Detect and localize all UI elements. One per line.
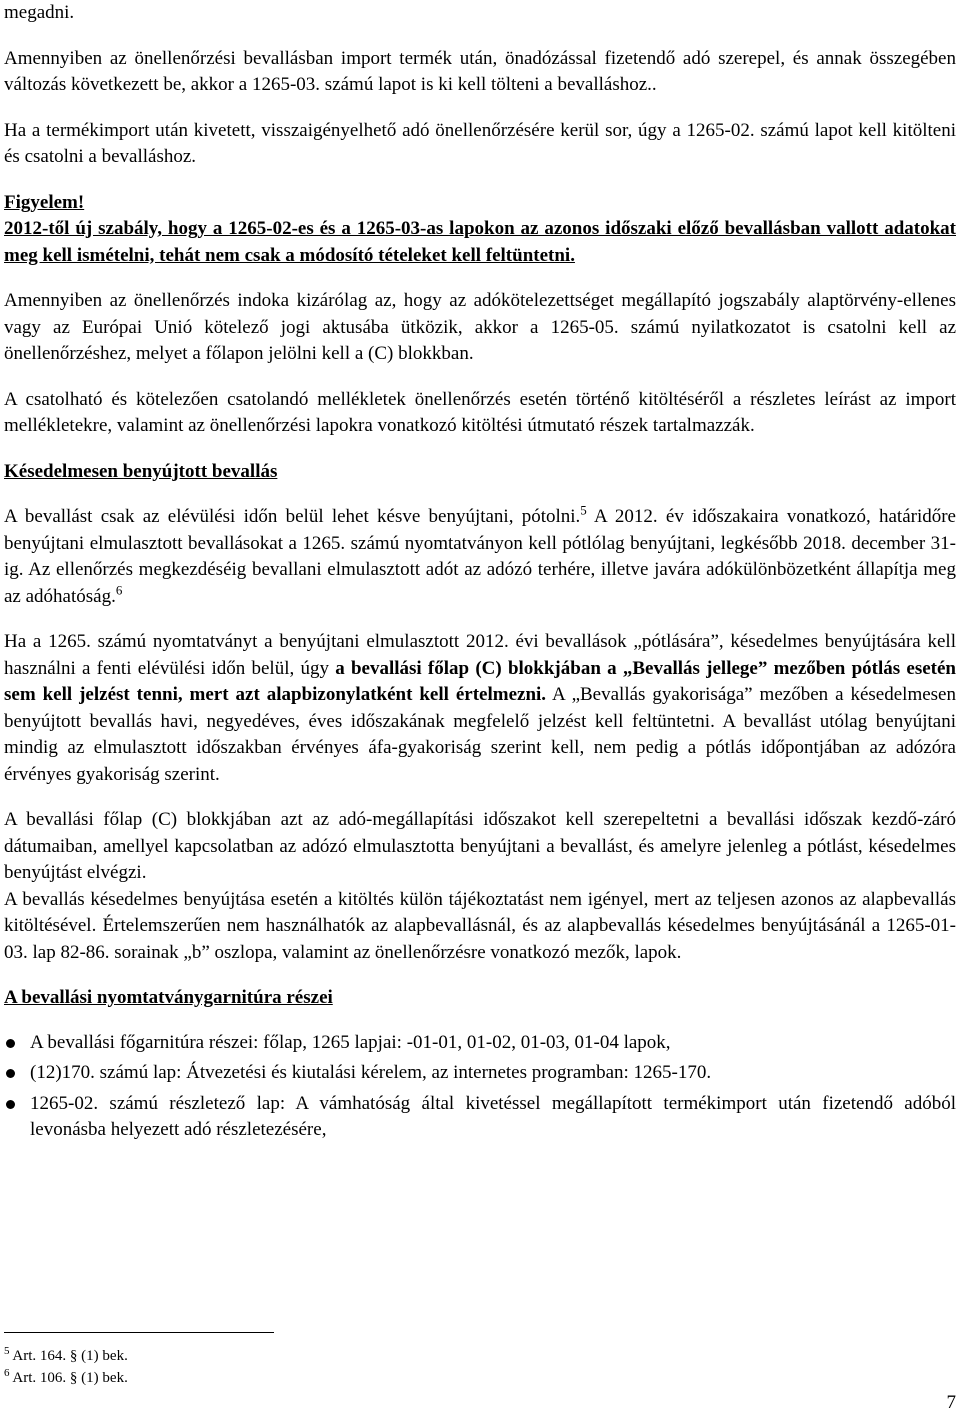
paragraph <box>4 504 956 610</box>
footnote <box>4 1367 128 1389</box>
footnote <box>4 1345 128 1367</box>
warning-text: 2012-től új szabály, hogy a 1265-02-es és a 1265-03-as lapokon az azonos időszaki előző bevallásban vallott adatokat meg kell ismételni, tehát nem csak a módosító tételeket kell feltüntetni. <box>4 218 956 266</box>
footnote-ref[interactable]: 6 <box>115 582 123 598</box>
list-item <box>4 1060 956 1087</box>
paragraph-text: Ha a 1265. számú nyomtatványt a benyújtani elmulasztott 2012. évi bevallások „pótlására”, késedelmes benyújtására kell használni a fenti elévülési időn belül, úgy <box>4 631 956 679</box>
section-heading-text: A bevallási nyomtatványgarnitúra részei <box>4 987 333 1008</box>
warning-title: Figyelem! <box>4 191 85 213</box>
section-heading <box>4 985 956 1012</box>
list-item <box>4 1091 956 1144</box>
page-number: 7 <box>946 1392 956 1413</box>
bullet-icon <box>6 1039 15 1048</box>
paragraph: A bevallási főlap (C) blokkjában azt az adó-megállapítási időszakot kell szerepeltetni a bevallási időszak kezdő-záró dátumaiban, amellyel kapcsolatban az adózó elmulasztotta benyújtani a bevallást, és amelyre jelenleg a pótlást, késedelmes benyújtást elvégzi. <box>4 809 956 883</box>
paragraph <box>4 629 956 788</box>
list-item-text: A bevallási főgarnitúra részei: főlap, 1265 lapjai: -01-01, 01-02, 01-03, 01-04 lapok, <box>30 1031 671 1053</box>
footnotes <box>4 1345 128 1389</box>
footnote-text: Art. 164. § (1) bek. <box>9 1348 128 1364</box>
footnote-divider <box>4 1332 274 1333</box>
bold-text: a bevallási főlap (C) blokkjában a „Bevallás jellege” mezőben pótlás esetén sem kell jelzést tenni, mert azt alapbizonylatként kell értelmezni. <box>4 657 956 705</box>
paragraph: Ha a termékimport után kivetett, visszaigényelhető adó önellenőrzésére kerül sor, úgy a 1265-02. számú lapot kell kitölteni és csatolni a bevalláshoz. <box>4 119 956 167</box>
footnote-text: Art. 106. § (1) bek. <box>9 1370 128 1386</box>
list-item-text: (12)170. számú lap: Átvezetési és kiutalási kérelem, az internetes programban: 1265-170. <box>30 1062 712 1083</box>
bullet-icon <box>6 1069 15 1078</box>
list-item <box>4 1030 956 1057</box>
paragraph: Amennyiben az önellenőrzés indoka kizárólag az, hogy az adókötelezettséget megállapító jogszabály alaptörvény-ellenes vagy az Európai Unió kötelező jogi aktusába ütközik, akkor a 1265-05. számú nyilatkozatot is csatolni kell az önellenőrzéshez, melyet a főlapon jelölni kell a (C) blokkban. <box>4 290 956 364</box>
section-heading <box>4 459 956 486</box>
footnote-number: 5 <box>4 1345 10 1357</box>
paragraph: Amennyiben az önellenőrzési bevallásban import termék után, önadózással fizetendő adó szerepel, és annak összegében változás következett be, akkor a 1265-03. számú lapot is ki kell tölteni a bevalláshoz.. <box>4 47 956 95</box>
paragraph-text: A 2012. év időszakaira vonatkozó, határidőre benyújtani elmulasztott bevallásokat a 1265. számú nyomtatványon kell pótlólag benyújtani, legkésőbb 2018. december 31-ig. Az ellenőrzés megkezdéséig bevallani elmulasztott adót az adózó terhére, illetve javára adókülönbözetként állapítja meg az adóhatóság. <box>4 506 956 607</box>
paragraph: megadni. <box>4 2 75 23</box>
paragraph-text: A bevallást csak az elévülési időn belül lehet késve benyújtani, pótolni. <box>4 506 581 527</box>
paragraph: A csatolható és kötelezően csatolandó mellékletek önellenőrzés esetén történő kitöltéséről a részletes leírást az import mellékletekre, valamint az önellenőrzési lapokra vonatkozó kitöltési útmutató részek tartalmazzák. <box>4 388 956 436</box>
footnote-ref[interactable]: 5 <box>580 502 587 518</box>
list-item-text: 1265-02. számú részletező lap: A vámhatóság által kivetéssel megállapított termékimport után fizetendő adóból levonásba helyezett adó részletezésére, <box>30 1092 956 1140</box>
footnote-number: 6 <box>4 1367 10 1379</box>
document-page <box>4 0 956 1148</box>
warning-block <box>4 190 956 270</box>
bullet-icon <box>6 1100 15 1109</box>
paragraph-text: A „Bevallás gyakorisága” mezőben a késedelmesen benyújtott bevallás havi, negyedéves, éves időszakának megfelelő jelzést kell feltüntetni. A bevallást utólag benyújtani mindig az elmulasztott időszakban érvényes áfa-gyakoriság szerint kell, nem pedig a pótlás időpontjában az adózóra érvényes gyakoriság szerint. <box>4 684 956 785</box>
paragraph: A bevallás késedelmes benyújtása esetén a kitöltés külön tájékoztatást nem igényel, mert az teljesen azonos az alapbevallás kitöltésével. Értelemszerűen nem használhatók az alapbevallásnál, és az alapbevallás késedelmes benyújtásánál a 1265-01-03. lap 82-86. sorainak „b” oszlopa, valamint az önellenőrzésre vonatkozó mezők, lapok. <box>4 888 956 963</box>
bullet-list <box>4 1030 956 1144</box>
section-heading-text: Késedelmesen benyújtott bevallás <box>4 460 278 482</box>
